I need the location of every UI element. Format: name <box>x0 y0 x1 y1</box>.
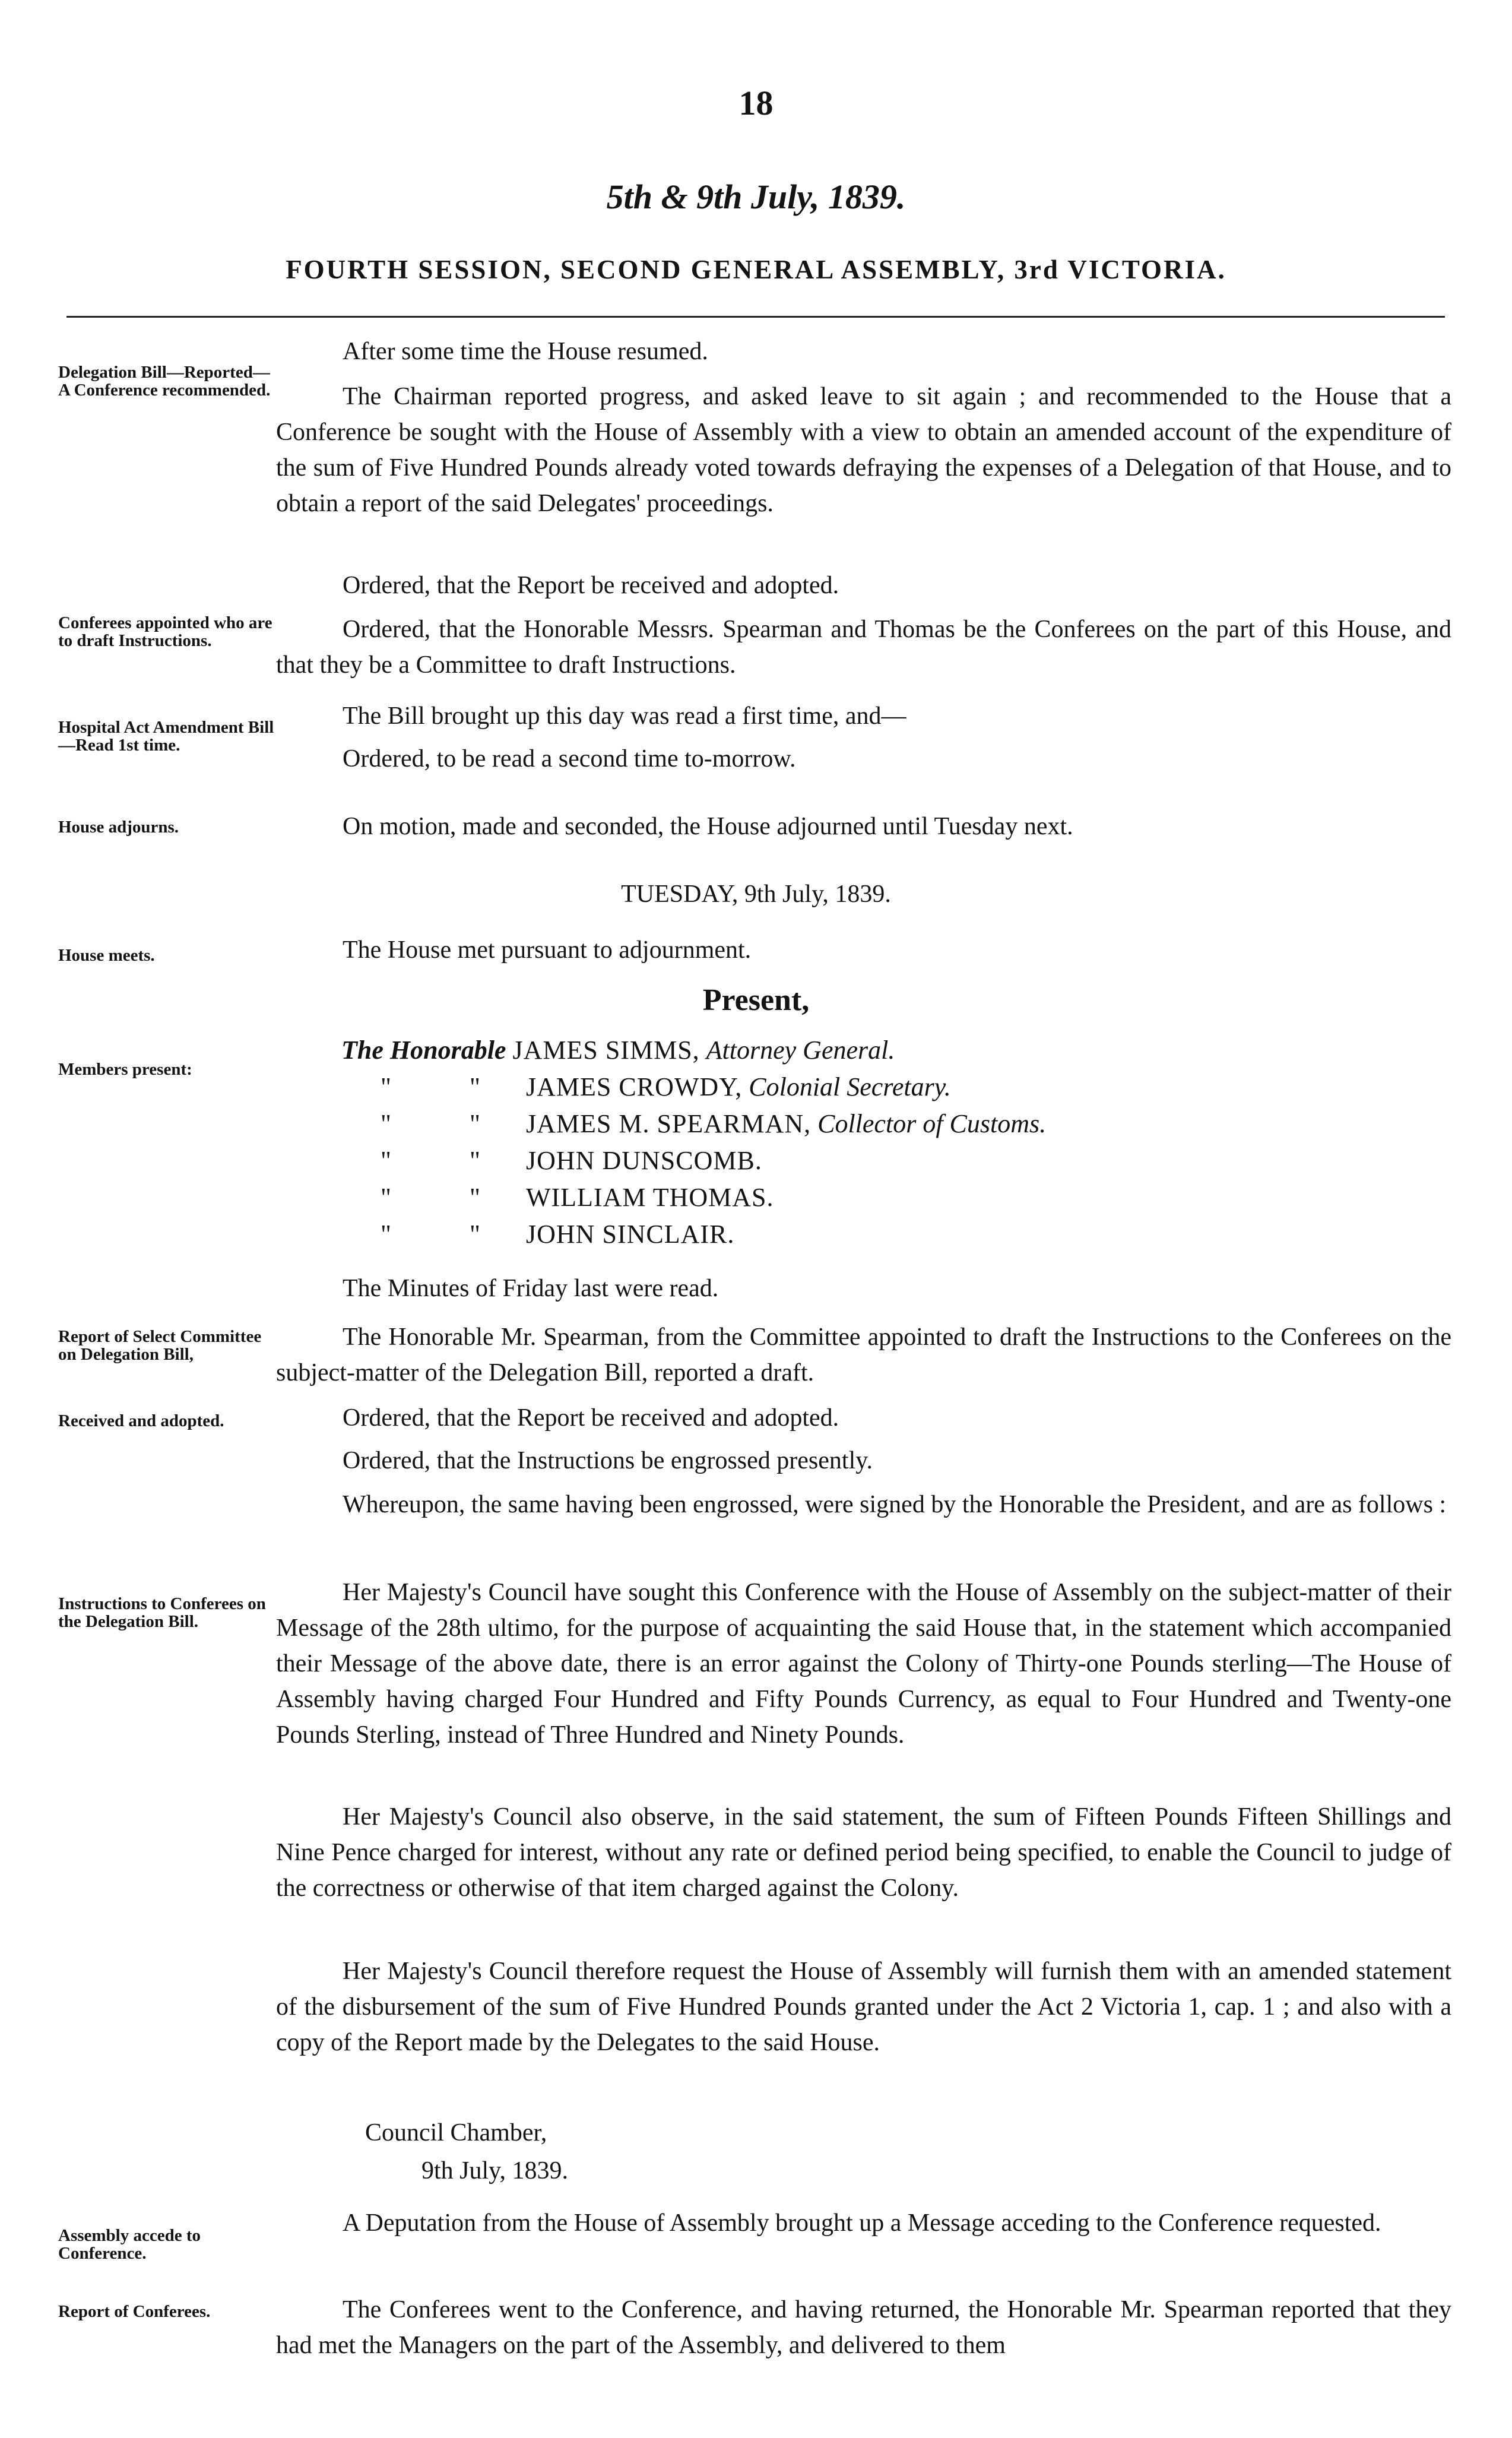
tuesday-heading: TUESDAY, 9th July, 1839. <box>621 881 891 908</box>
member-row <box>341 1106 1046 1142</box>
member-row <box>341 1216 734 1253</box>
paragraph: Ordered, that the Report be received and adopted. <box>343 1404 839 1432</box>
header-rule <box>66 316 1445 318</box>
page-number: 18 <box>738 84 774 122</box>
present-heading: Present, <box>702 983 810 1017</box>
margin-note-delegation-bill: Delegation Bill—Reported—A Conference recommended. <box>58 363 271 400</box>
ditto-mark: " <box>381 1109 391 1138</box>
margin-note-assembly-accede: Assembly accede to Conference. <box>58 2226 201 2263</box>
paragraph: The Honorable Mr. Spearman, from the Committee appointed to draft the Instructions to the Conferees on the subject-matter of the Delegation Bill, reported a draft. <box>276 1324 1451 1386</box>
member-name: JAMES M. SPEARMAN, <box>526 1109 812 1138</box>
margin-note-members-present: Members present: <box>58 1060 192 1079</box>
ditto-mark: " <box>470 1109 480 1138</box>
margin-note-report-conferees: Report of Conferees. <box>58 2302 211 2321</box>
member-name: JAMES CROWDY, <box>526 1072 743 1101</box>
ditto-mark: " <box>381 1183 391 1212</box>
paragraph: The House met pursuant to adjournment. <box>343 936 752 964</box>
member-name: JOHN DUNSCOMB. <box>526 1146 762 1175</box>
member-row <box>341 1032 895 1069</box>
member-office: Collector of Customs. <box>817 1109 1047 1138</box>
margin-note-hospital-act: Hospital Act Amendment Bill—Read 1st time. <box>58 718 274 755</box>
paragraph: Whereupon, the same having been engrossed, were signed by the Honorable the President, and are as follows : <box>343 1491 1447 1518</box>
ditto-mark: " <box>381 1146 391 1175</box>
member-row <box>341 1142 762 1179</box>
paragraph: Her Majesty's Council therefore request the House of Assembly will furnish them with an amended statement of the disbursement of the sum of Five Hundred Pounds granted under the Act 2 Victoria 1, cap. 1 ; and also with a copy of the Report made by the Delegates to the said House. <box>276 1958 1451 2056</box>
ditto-mark: " <box>381 1072 391 1101</box>
ditto-mark: " <box>470 1220 480 1249</box>
ditto-mark: " <box>381 1220 391 1249</box>
margin-note-house-adjourns: House adjourns. <box>58 818 179 837</box>
paragraph: The Chairman reported progress, and asked leave to sit again ; and recommended to the House that a Conference be sought with the House of Assembly with a view to obtain an amended account of the expenditure of the sum of Five Hundred Pounds already voted towards defraying the expenses of a Delegation of that House, and to obtain a report of the said Delegates' proceedings. <box>276 383 1451 517</box>
member-row <box>341 1069 951 1106</box>
ditto-mark: " <box>470 1183 480 1212</box>
member-row <box>341 1179 774 1216</box>
signature-place: Council Chamber, <box>365 2119 547 2146</box>
member-name: JOHN SINCLAIR. <box>526 1220 735 1249</box>
paragraph: Ordered, that the Honorable Messrs. Spearman and Thomas be the Conferees on the part of this House, and that they be a Committee to draft Instructions. <box>276 616 1451 679</box>
paragraph: Her Majesty's Council also observe, in the said statement, the sum of Fifteen Pounds Fifteen Shillings and Nine Pence charged for interest, without any rate or defined period being specified, to enable the Council to judge of the correctness or otherwise of that item charged against the Colony. <box>276 1803 1451 1902</box>
margin-note-instructions: Instructions to Conferees on the Delegation Bill. <box>58 1594 266 1631</box>
member-name: JAMES SIMMS, <box>512 1036 700 1065</box>
member-prefix: The Honorable <box>341 1036 506 1065</box>
member-office: Attorney General. <box>706 1036 895 1065</box>
paragraph: Ordered, that the Report be received and adopted. <box>343 572 839 599</box>
paragraph: Her Majesty's Council have sought this Conference with the House of Assembly on the subject-matter of their Message of the 28th ultimo, for the purpose of acquainting the said House that, in the statement which accompanied their Message of the above date, there is an error against the Colony of Thirty-one Pounds sterling—The House of Assembly having charged Four Hundred and Fifty Pounds Currency, as equal to Four Hundred and Twenty-one Pounds Sterling, instead of Three Hundred and Ninety Pounds. <box>276 1579 1451 1749</box>
margin-note-conferees-appointed: Conferees appointed who are to draft Instructions. <box>58 613 272 650</box>
paragraph: A Deputation from the House of Assembly brought up a Message acceding to the Conference requested. <box>343 2209 1381 2237</box>
session-heading: FOURTH SESSION, SECOND GENERAL ASSEMBLY, 3rd VICTORIA. <box>286 255 1226 284</box>
paragraph: Ordered, to be read a second time to-morrow. <box>343 745 796 772</box>
signature-date: 9th July, 1839. <box>421 2157 568 2184</box>
paragraph: The Bill brought up this day was read a first time, and— <box>343 702 906 730</box>
paragraph: On motion, made and seconded, the House adjourned until Tuesday next. <box>343 813 1073 840</box>
margin-note-house-meets: House meets. <box>58 946 155 965</box>
member-name: WILLIAM THOMAS. <box>526 1183 774 1212</box>
paragraph: The Conferees went to the Conference, and having returned, the Honorable Mr. Spearman reported that they had met the Managers on the part of the Assembly, and delivered to them <box>276 2296 1451 2359</box>
ditto-mark: " <box>470 1146 480 1175</box>
paragraph: Ordered, that the Instructions be engrossed presently. <box>343 1447 873 1474</box>
page-date: 5th & 9th July, 1839. <box>606 178 906 216</box>
margin-note-received-adopted: Received and adopted. <box>58 1411 224 1430</box>
paragraph: The Minutes of Friday last were read. <box>343 1275 719 1302</box>
paragraph: After some time the House resumed. <box>343 338 708 365</box>
ditto-mark: " <box>470 1072 480 1101</box>
member-office: Colonial Secretary. <box>749 1072 951 1101</box>
margin-note-report-select: Report of Select Committee on Delegation Bill, <box>58 1327 262 1364</box>
